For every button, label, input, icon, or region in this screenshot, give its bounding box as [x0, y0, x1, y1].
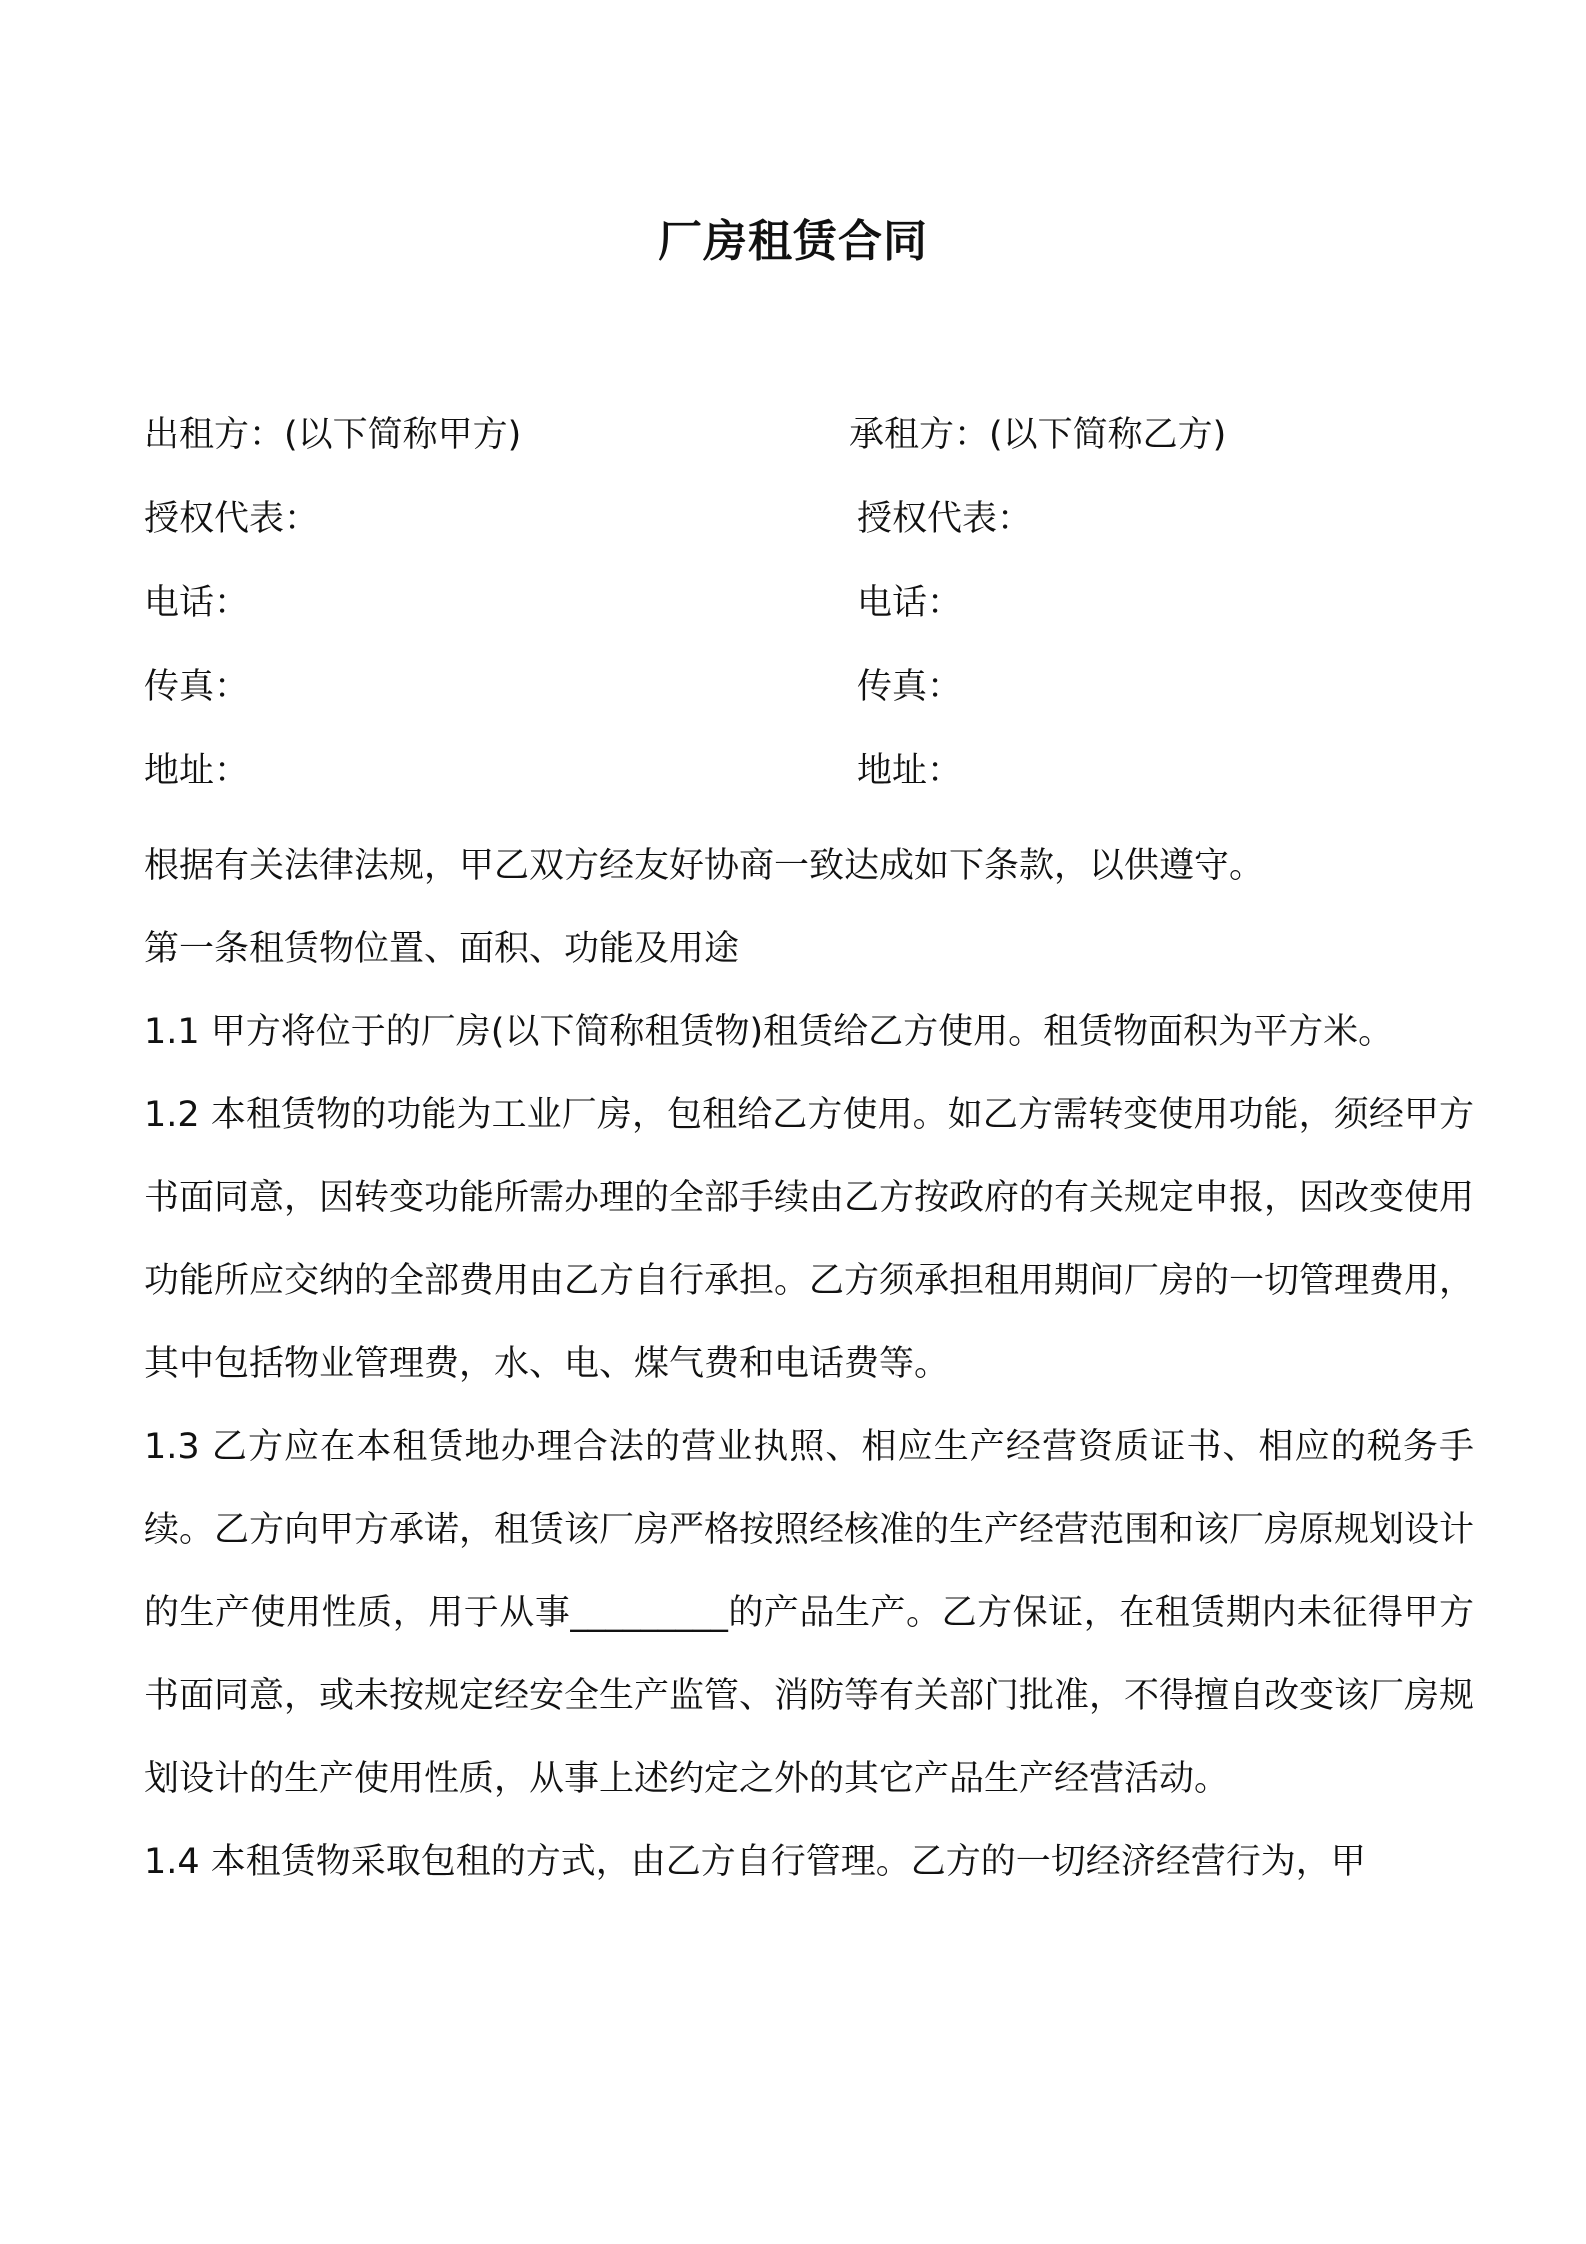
document-title: 厂房租赁合同: [658, 216, 928, 267]
clause-1-3: 1.3 乙方应在本租赁地办理合法的营业执照、相应生产经营资质证书、相应的税务手续。乙方向甲方承诺，租赁该厂房严格按照经核准的生产经营范围和该厂房原规划设计的生产使用性质，用于从事_________的产品生产。乙方保证，在租赁期内未征得甲方书面同意，或未按规定经安全生产监管、消防等有关部门批准，不得擅自改变该厂房规划设计的生产使用性质，从事上述约定之外的其它产品生产经营活动。: [144, 1427, 1475, 1799]
contract-body: [144, 825, 1474, 1904]
lessor-address: 地址：: [144, 751, 250, 791]
party-row-address: [144, 741, 1464, 825]
lessor-phone: 电话：: [144, 583, 250, 623]
lessor-fax: 传真：: [144, 667, 250, 707]
party-row-representative: [144, 489, 1464, 573]
lessee-address: 地址：: [857, 751, 963, 791]
lessee-representative: 授权代表：: [857, 499, 1033, 539]
lessee-fax: 传真：: [857, 667, 963, 707]
lessee-label: 承租方：(以下简称乙方): [849, 415, 1227, 455]
clause-1-1: 1.1 甲方将位于的厂房(以下简称租赁物)租赁给乙方使用。租赁物面积为平方米。: [144, 1012, 1394, 1052]
intro-paragraph: 根据有关法律法规，甲乙双方经友好协商一致达成如下条款，以供遵守。: [144, 846, 1265, 886]
lessee-phone: 电话：: [857, 583, 963, 623]
lessor-label: 出租方：(以下简称甲方): [144, 415, 522, 455]
party-row-phone: [144, 573, 1464, 657]
party-header-row: [144, 405, 1464, 489]
party-row-fax: [144, 657, 1464, 741]
lessor-representative: 授权代表：: [144, 499, 320, 539]
party-info: [144, 405, 1464, 825]
clause-1-2: 1.2 本租赁物的功能为工业厂房，包租给乙方使用。如乙方需转变使用功能，须经甲方书面同意，因转变功能所需办理的全部手续由乙方按政府的有关规定申报，因改变使用功能所应交纳的全部费用由乙方自行承担。乙方须承担租用期间厂房的一切管理费用，其中包括物业管理费，水、电、煤气费和电话费等。: [144, 1095, 1475, 1384]
article-1-heading: 第一条租赁物位置、面积、功能及用途: [144, 929, 740, 969]
clause-1-4: 1.4 本租赁物采取包租的方式，由乙方自行管理。乙方的一切经济经营行为，甲: [144, 1842, 1366, 1882]
